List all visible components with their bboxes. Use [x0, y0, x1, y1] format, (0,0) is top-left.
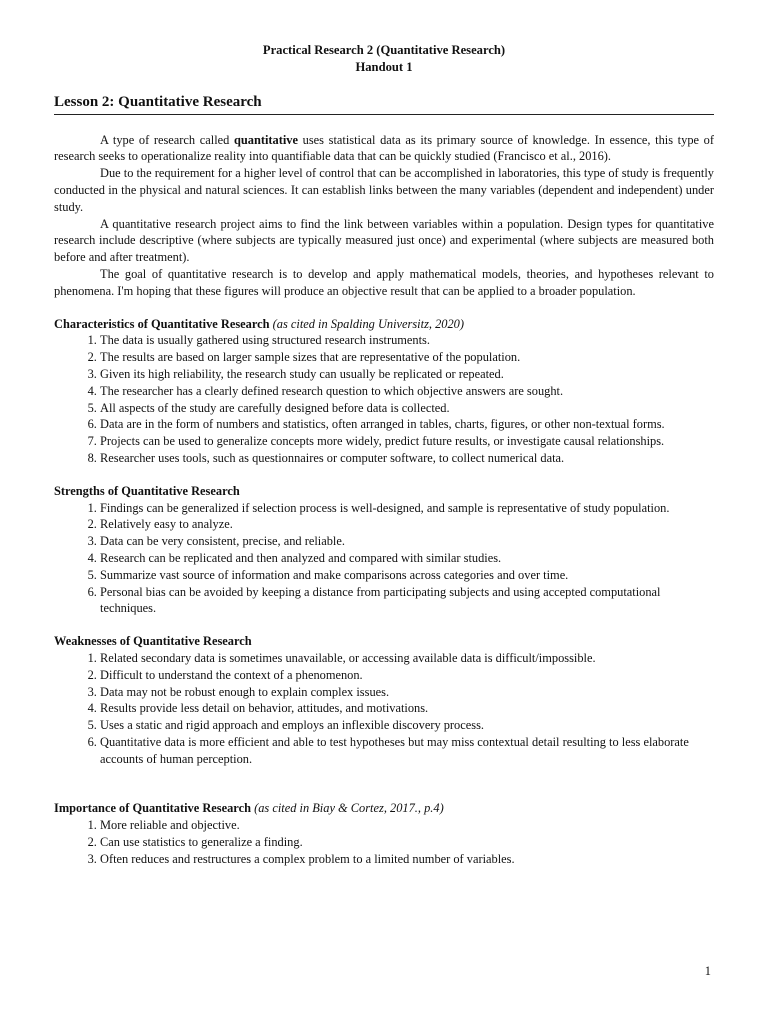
- list-item: 5. Summarize vast source of information and make comparisons across categories and over time.: [100, 567, 714, 584]
- list-item: 2. Difficult to understand the context of a phenomenon.: [100, 667, 714, 684]
- list-item: 6. Quantitative data is more efficient and able to test hypotheses but may miss contextual detail resulting to less elaborate accounts of human perception.: [100, 734, 714, 768]
- list-item: 4. Research can be replicated and then analyzed and compared with similar studies.: [100, 550, 714, 567]
- document-title-line2: Handout 1: [355, 59, 413, 74]
- list-item: 1. Related secondary data is sometimes unavailable, or accessing available data is difficult/impossible.: [100, 650, 714, 667]
- list-item: 5. Uses a static and rigid approach and employs an inflexible discovery process.: [100, 717, 714, 734]
- list-item: 6. Data are in the form of numbers and statistics, often arranged in tables, charts, figures, or other non-textual forms.: [100, 416, 714, 433]
- document-title-line1: Practical Research 2 (Quantitative Research): [262, 43, 506, 57]
- list-item: 8. Researcher uses tools, such as questionnaires or computer software, to collect numerical data.: [100, 450, 714, 467]
- intro-p1-before: A type of research called: [100, 132, 234, 147]
- section-spacer: [54, 767, 714, 784]
- list-item: 6. Personal bias can be avoided by keeping a distance from participating subjects and using accepted computational techniques.: [100, 584, 714, 618]
- list-item: 2. Can use statistics to generalize a finding.: [100, 834, 714, 851]
- intro-paragraph-2: Due to the requirement for a higher level of control that can be accomplished in laboratories, this type of study is frequently conducted in the physical and natural sciences. It can establish links between the many variables (dependent and independent) under study.: [54, 166, 714, 214]
- list-item: 3. Given its high reliability, the research study can usually be replicated or repeated.: [100, 366, 714, 383]
- importance-heading-text: Importance of Quantitative Research: [54, 801, 251, 816]
- importance-citation: (as cited in Biay & Cortez, 2017., p.4): [254, 801, 444, 816]
- characteristics-heading-text: Characteristics of Quantitative Research: [54, 316, 270, 331]
- weaknesses-list: [54, 650, 714, 768]
- list-item: 3. Data may not be robust enough to explain complex issues.: [100, 684, 714, 701]
- importance-list: [54, 817, 714, 867]
- strengths-list: [54, 500, 714, 618]
- list-item: 4. Results provide less detail on behavior, attitudes, and motivations.: [100, 700, 714, 717]
- characteristics-citation: (as cited in Spalding Universitz, 2020): [272, 316, 464, 331]
- intro-paragraph-4: The goal of quantitative research is to develop and apply mathematical models, theories, and hypotheses relevant to phenomena. I'm hoping that these figures will produce an objective result that can be applied to a broader population.: [54, 266, 714, 298]
- list-item: 3. Often reduces and restructures a complex problem to a limited number of variables.: [100, 851, 714, 868]
- importance-heading: [54, 800, 714, 817]
- list-item: 1. Findings can be generalized if selection process is well-designed, and sample is representative of study population.: [100, 500, 714, 517]
- page-number: 1: [704, 964, 711, 978]
- list-item: 1. The data is usually gathered using structured research instruments.: [100, 332, 714, 349]
- intro-paragraph-1: [54, 132, 714, 166]
- lesson-title: Lesson 2: Quantitative Research: [54, 93, 714, 115]
- list-item: 3. Data can be very consistent, precise, and reliable.: [100, 533, 714, 550]
- characteristics-list: [54, 332, 714, 466]
- characteristics-heading: [54, 316, 714, 333]
- list-item: 4. The researcher has a clearly defined research question to which objective answers are sought.: [100, 383, 714, 400]
- strengths-heading: Strengths of Quantitative Research: [54, 483, 240, 498]
- list-item: 2. Relatively easy to analyze.: [100, 516, 714, 533]
- list-item: 1. More reliable and objective.: [100, 817, 714, 834]
- intro-p1-keyword: quantitative: [233, 132, 299, 147]
- list-item: 2. The results are based on larger sample sizes that are representative of the population.: [100, 349, 714, 366]
- intro-paragraph-3: A quantitative research project aims to find the link between variables within a population. Design types for quantitative research include descriptive (where subjects are typically measured just once) and experimental (where subjects are measured both before and after treatment).: [54, 216, 714, 265]
- document-page: [54, 42, 714, 868]
- intro-p1-after: uses statistical data as its primary source of knowledge. In essence, this type of research seeks to operationalize reality into quantifiable data that can be quickly studied (Francisco et al., 2016).: [54, 132, 714, 164]
- weaknesses-heading: Weaknesses of Quantitative Research: [54, 634, 252, 649]
- list-item: 7. Projects can be used to generalize concepts more widely, predict future results, or investigate causal relationships.: [100, 433, 714, 450]
- list-item: 5. All aspects of the study are carefully designed before data is collected.: [100, 400, 714, 417]
